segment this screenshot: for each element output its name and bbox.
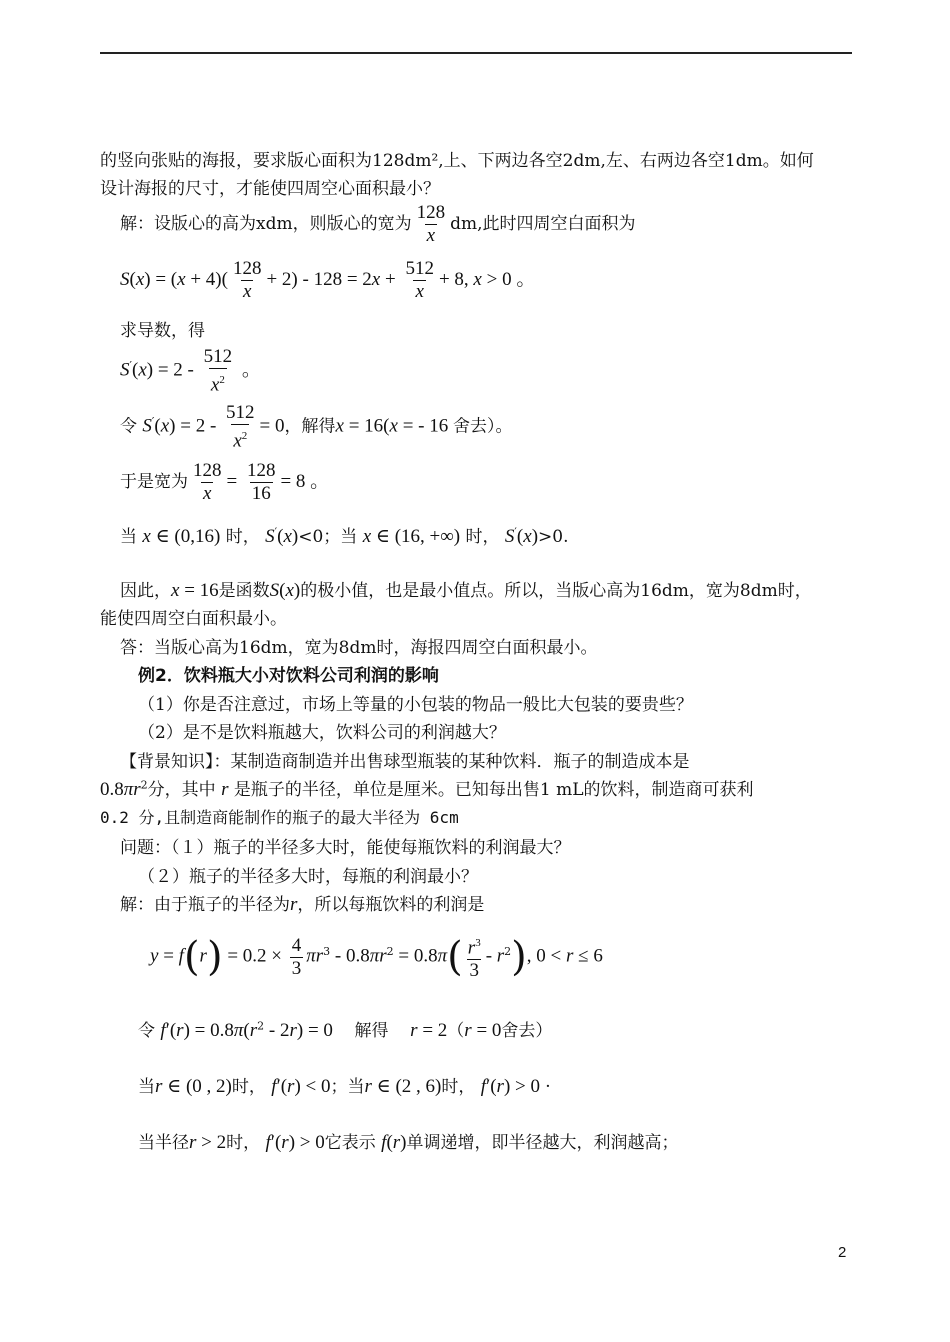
conclusion-line-2: 能使四周空白面积最小。 [100,609,287,629]
problem-line-2: 设计海报的尺寸，才能使四周空心面积最小？ [100,179,440,199]
equation-critical: 令 S′(x) = 2 - $\frac{512}{x^2}$ = 0，解得x = 16(x = - 16 舍去）。 [120,402,513,452]
example-2-question-1: （1）你是否注意过，市场上等量的小包装的物品一般比大包装的要贵些？ [138,695,693,715]
radius-conclusion: 当半径r > 2时， f′(r) > 0它表示 f(r)单调递增，即半径越大，利润越高； [138,1132,679,1153]
solution-1-text-a: 解：设版心的高为xdm，则版心的宽为 [120,214,412,234]
solution-1-text-b: dm,此时四周空白面积为 [450,214,636,234]
monotonic-intervals-2: 当r ∈ (0 , 2)时， f′(r) < 0；当r ∈ (2 , 6)时， f′(r) > 0 · [138,1076,552,1097]
example-2-question-2: （2）是不是饮料瓶越大，饮料公司的利润越大？ [138,723,506,743]
problem-2-2: （２）瓶子的半径多大时，每瓶的利润最小？ [138,867,478,887]
problem-line-1: 的竖向张贴的海报，要求版心面积为128dm²,上、下两边各空2dm,左、右两边各空1dm。如何 [100,151,814,171]
background-line-2: $0.8\pi r^2$分，其中 r 是瓶子的半径，单位是厘米。已知每出售1 mL的饮料，制造商可获利 [100,778,754,800]
equation-profit: y = f(r) = 0.2 × $\frac{4}{3}$ $\pi r^3 - 0.8\pi r^2 = 0.8\pi$( $\frac{r^3}{3}$ - $r^2$), 0 < r ≤ 6 [150,934,603,982]
equation-derivative: S′(x) = 2 - $\frac{512}{x^2}$ 。 [120,346,261,396]
fraction-128-over-x: $\frac{128}{x}$ [416,202,446,246]
equation-area: S(x) = (x + 4)( $\frac{128}{x}$ + 2) - 128 = 2x + $\frac{512}{x}$ + 8, x > 0 。 [120,258,536,302]
monotonic-intervals: 当 x ∈ (0,16) 时， S′(x)<0；当 x ∈ (16, +∞) 时， S′(x)>0. [120,525,569,547]
background-line-1: 【背景知识】：某制造商制造并出售球型瓶装的某种饮料．瓶子的制造成本是 [120,752,690,772]
equation-critical-2: 令 $f'(r) = 0.8\pi(r^2 - 2r) = 0$ 解得 r = 2（r = 0舍去） [138,1019,553,1041]
example-2-title: 例2．饮料瓶大小对饮料公司利润的影响 [138,666,439,686]
solution-1-intro [120,202,636,247]
derivative-label: 求导数，得 [120,321,205,341]
problem-2-1: 问题：（１）瓶子的半径多大时，能使每瓶饮料的利润最大？ [120,838,571,858]
answer-1: 答：当版心高为16dm，宽为8dm时，海报四周空白面积最小。 [120,638,598,658]
solution-2-intro: 解：由于瓶子的半径为r，所以每瓶饮料的利润是 [120,894,485,915]
conclusion-line-1: 因此，x = 16是函数S(x)的极小值，也是最小值点。所以，当版心高为16dm，宽为8dm时， [120,580,812,601]
background-line-3: 0.2 分,且制造商能制作的瓶子的最大半径为 6cm [100,808,459,827]
equation-width: 于是宽为 $\frac{128}{x}$ = $\frac{128}{16}$ = 8 。 [120,460,330,504]
header-rule [100,52,852,54]
page-number: 2 [838,1244,847,1261]
